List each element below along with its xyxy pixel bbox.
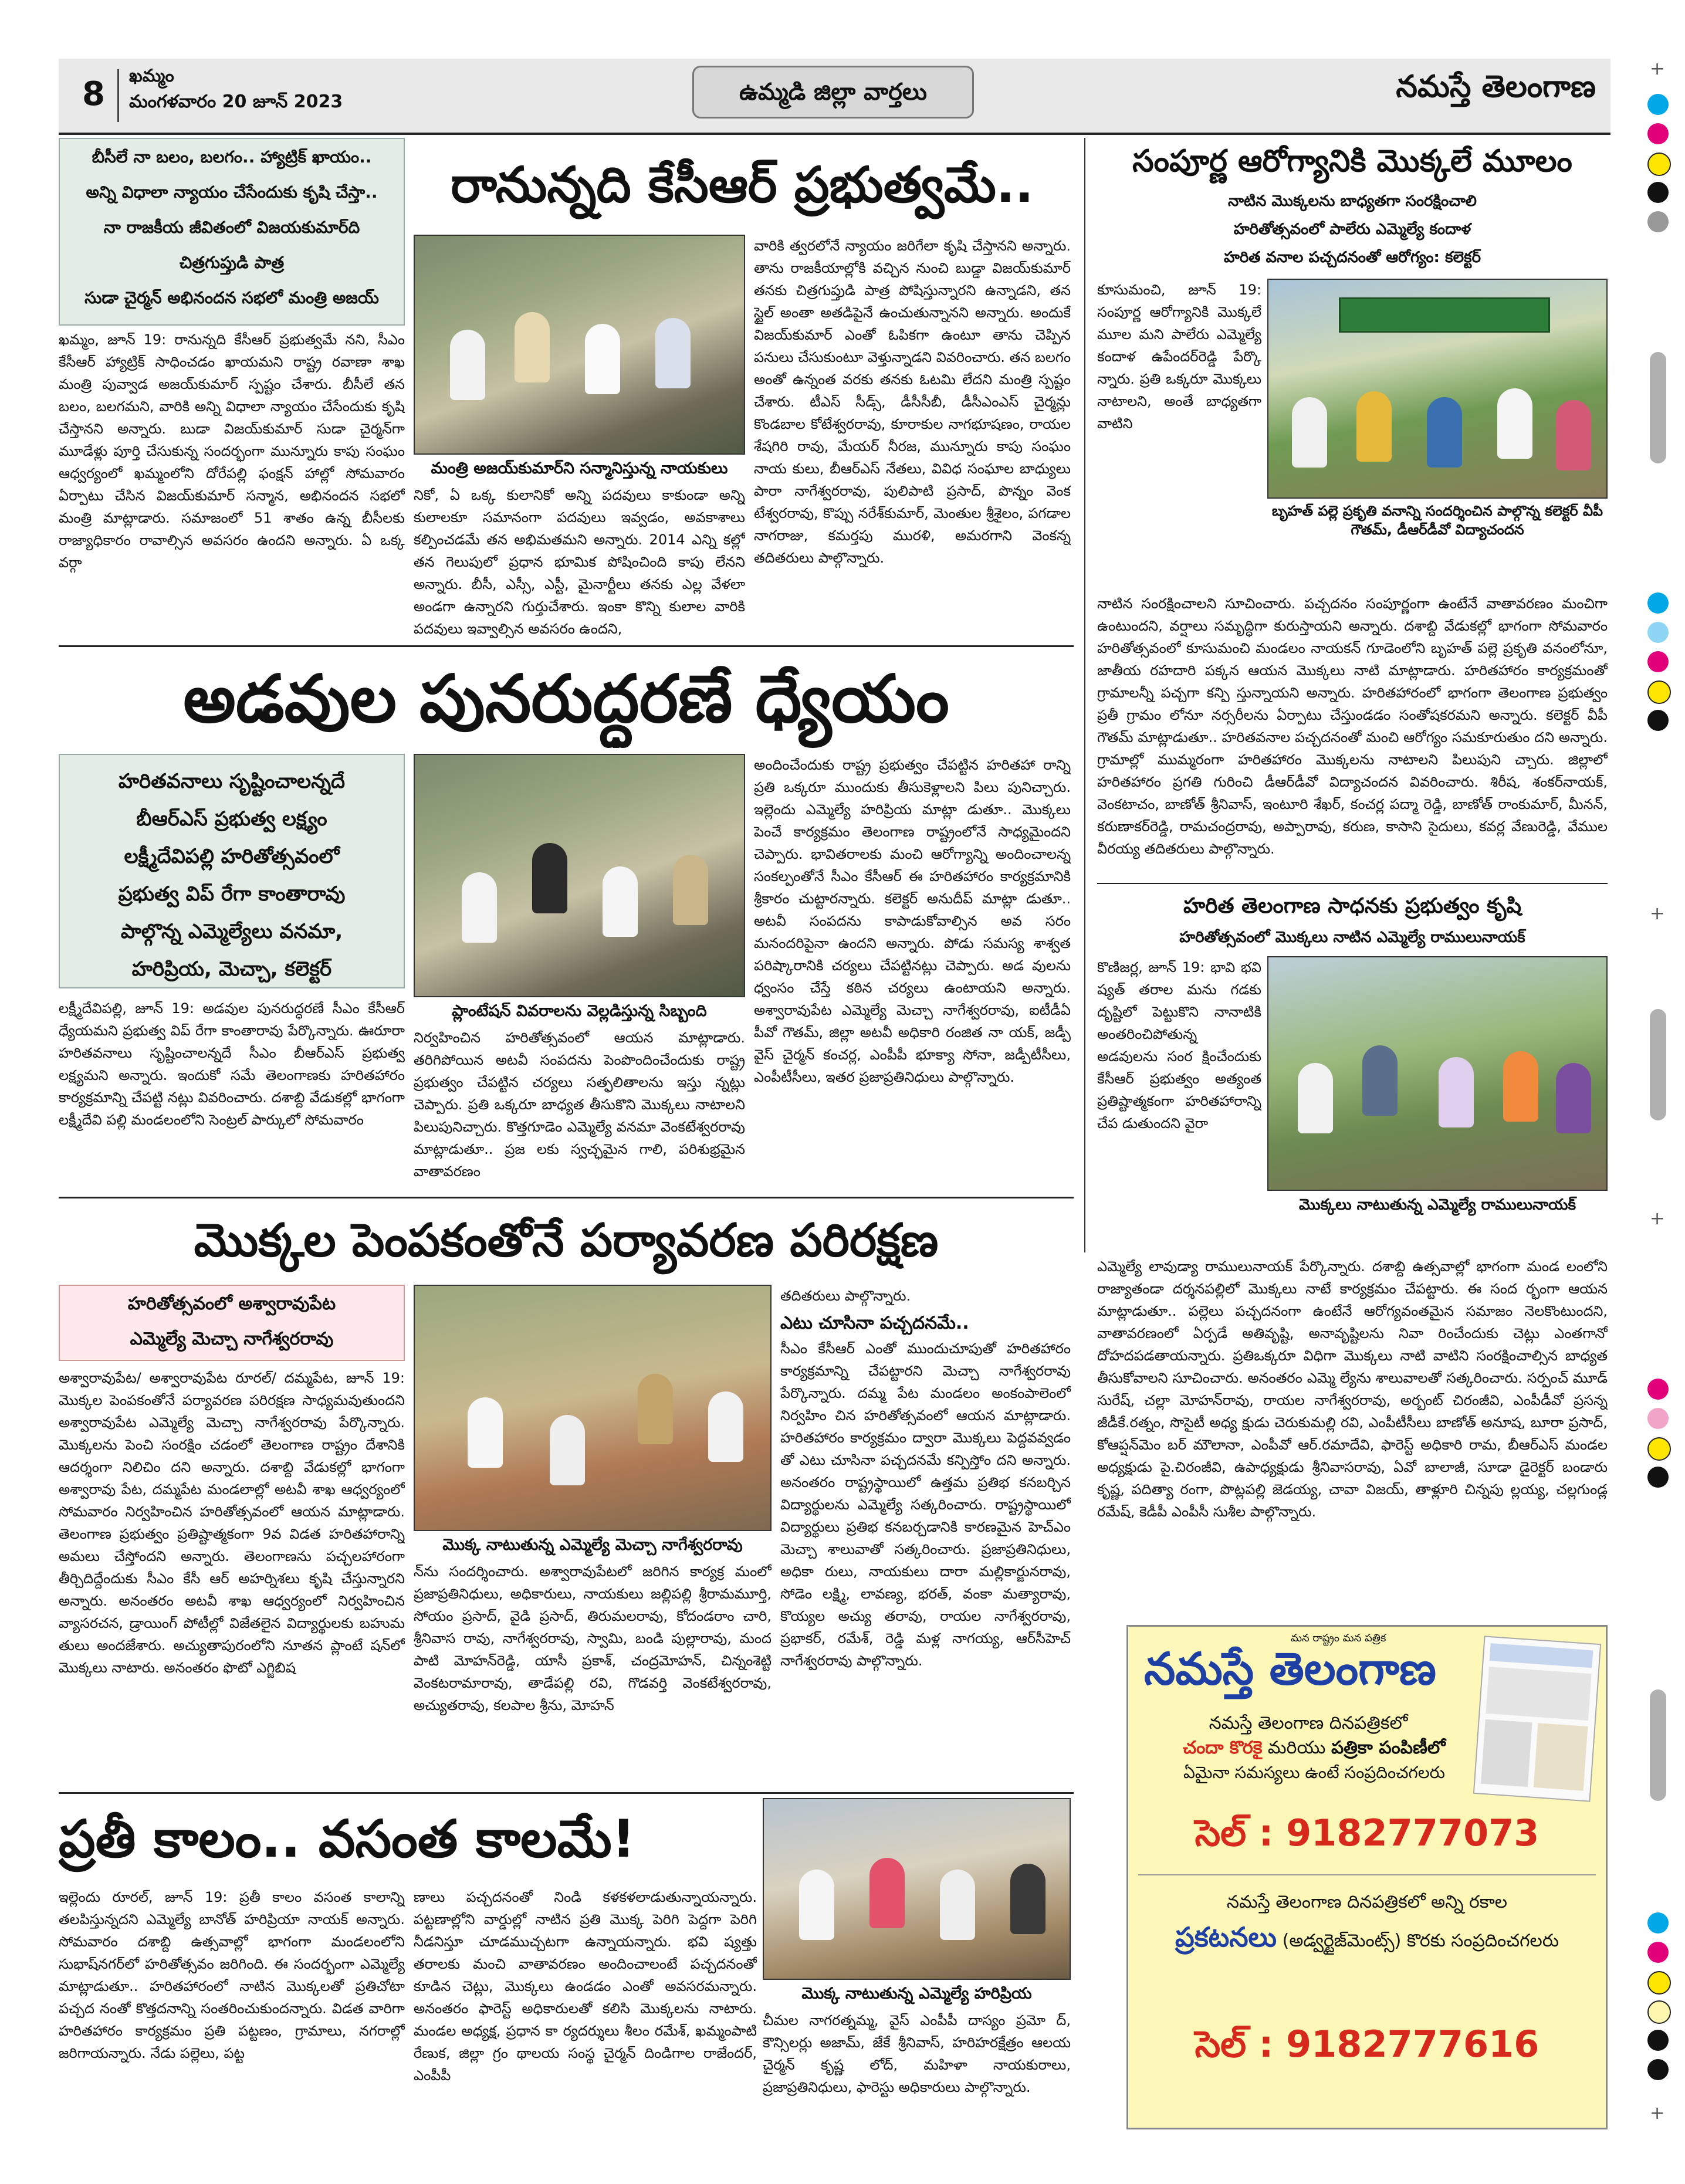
registration-mark: + [1650, 2103, 1665, 2124]
story1-deck-line: నా రాజకీయ జీవితంలో విజయకుమార్‌ది [103, 218, 360, 237]
column-separator [1084, 138, 1085, 1252]
story4-column-3: చీమల నాగరత్నమ్మ, వైస్ ఎంపీపీ దాస్యం ప్రమో ద్, కౌన్సిలర్లు అజామ్, జేకే శ్రీనివాస్, హరిహరక్షేత్రం ఆలయ చైర్మన్ కృష్ణ లోద్, మహిళా నాయకురాలు, ప్రజాప్రతినిధులు, ఫారెస్టు అధికారులు పాల్గొన్నారు. [763, 2012, 1071, 2095]
story4-photo-caption: మొక్క నాటుతున్న ఎమ్మెల్యే హరిప్రియ [801, 1985, 1032, 2003]
ad-line2-distribution: పత్రికా పంపిణీలో [1331, 1738, 1446, 1758]
ad-line5-contact: (అడ్వర్టైజ్‌మెంట్స్) కొరకు సంప్రదించగలరు [1282, 1931, 1559, 1951]
registration-dot-lightcyan [1647, 622, 1669, 643]
story6-photo [1267, 956, 1608, 1191]
registration-dot-grey [1647, 211, 1669, 232]
story-divider [59, 645, 1074, 647]
story3-column-3: తదితరులు పాల్గొన్నారు. [780, 1288, 911, 1304]
ad-line2 [1150, 1738, 1478, 1762]
story2-deck-line: హరితవనాలు సృష్టించాలన్నదే [118, 770, 346, 793]
story1-column-2: నికో, ఏ ఒక్క కులానికో అన్ని పదవులు కాకుండా అన్ని కులాలకూ సమానంగా పదవులు ఇవ్వడం, అవకాశాలు కల్పించడమే తన అభిమతమని అన్నారు. 2014 ఎన్ని కల్లో తన గెలుపులో ప్రధాన భూమిక పోషించింది కాపు లేనని అన్నారు. బీసీ, ఎస్సీ, ఎస్టీ, మైనార్టీలు తనకు ఎల్ల వేళలా అండగా ఉన్నారని గుర్తుచేశారు. ఇంకా కొన్ని కులాల వారికి పదవులు ఇవ్వాల్సిన అవసరం ఉందని, [414, 487, 745, 637]
story4-photo [763, 1798, 1071, 1980]
story2-deck-line: ప్రభుత్వ విప్ రేగా కాంతారావు [118, 882, 346, 906]
story1-deck-line: చిత్రగుప్తుడి పాత్ర [179, 253, 285, 272]
story3-photo [414, 1285, 772, 1531]
story3-column-1: అశ్వారావుపేట/ అశ్వారావుపేట రూరల్/ దమ్మపేట, జూన్ 19: మొక్కల పెంపకంతోనే పర్యావరణ పరిరక్షణ సాధ్యమవుతుందని అశ్వారావుపేట ఎమ్మెల్యే మెచ్చా నాగేశ్వరరావు పేర్కొన్నారు. మొక్కలను పెంచి సంరక్షిం చడంలో తెలంగాణ రాష్ట్రం దేశానికి ఆదర్శంగా నిలిచిం దని అన్నారు. దశాబ్ది వేడుకల్లో భాగంగా అశ్వారావు పేట, దమ్మపేట మండలాల్లో అటవీ శాఖ ఆధ్వర్యంలో సోమవారం నిర్వహించిన హరితోత్సవంలో ఆయన మాట్లాడారు. తెలంగాణ ప్రభుత్వం ప్రతిష్టాత్మకంగా 9వ విడత హరితహారాన్ని అమలు చేస్తోందని అన్నారు. తెలంగాణను పచ్చలహారంగా తీర్చిదిద్దేందుకు సీఎం కేసీ ఆర్ అహర్నిశలు కృషి చేస్తున్నారని అన్నారు. అనంతరం అటవీ శాఖ ఆధ్వర్యంలో నిర్వహించిన వ్యాసరచన, డ్రాయింగ్ పోటీల్లో విజేతలైన విద్యార్థులకు బహుమ తులు అందజేశారు. అచ్యుతాపురంలోని నూతన ప్లాంటే షన్‌లో మొక్కలు నాటారు. అనంతరం ఫొటో ఎగ్జిబిష [59, 1370, 405, 1676]
registration-dot-yellow [1647, 1437, 1671, 1461]
registration-dot-lightyellow [1647, 2000, 1671, 2024]
registration-mark: + [1650, 59, 1665, 79]
story3-column-3b: సీఎం కేసీఆర్ ఎంతో ముందుచూపుతో హరితహారం కార్యక్రమాన్ని చేపట్టారని మెచ్చా నాగేశ్వరరావు పేర్కొన్నారు. దమ్మ పేట మండలం అంకంపాలెంలో నిర్వహిం చిన హరితోత్సవంలో ఆయన మాట్లాడారు. హరితహారం కార్యక్రమం ద్వారా మొక్కలు పెద్దవవ్వడం తో ఎటు చూసినా పచ్చదనమే కన్పిస్తోం దని అన్నారు. అనంతరం రాష్ట్రస్థాయిలో ఉత్తమ ప్రతిభ కనబర్చిన విద్యార్థులను ఎమ్మెల్యే సత్కరించారు. రాష్ట్రస్థాయిలో విద్యార్థులు ప్రతిభ కనబర్చడానికి కారణమైన హెచ్‌ఎం మెచ్చా శాలువాతో సత్కరించారు. ప్రజాప్రతినిధులు, అధికా రులు, నాయకులు దారా మల్లికార్జునరావు, సోడెం లక్ష్మి, లావణ్య, భరత్, వంకా మత్యారావు, కొయ్యల అచ్యు తరావు, రాయల నాగేశ్వరరావు, ప్రభాకర్, రమేశ్, రెడ్డి మళ్ల నాగయ్య, ఆర్‌సీహెచ్ నాగేశ్వరరావు పాల్గొన్నారు. [780, 1340, 1071, 1669]
scroll-handle[interactable] [1650, 1009, 1666, 1120]
story5-column-narrow: కూసుమంచి, జూన్ 19: సంపూర్ణ ఆరోగ్యానికి మొక్కలే మూల మని పాలేరు ఎమ్మెల్యే కందాళ ఉపేందర్‌రెడ్డి పేర్కొ న్నారు. ప్రతి ఒక్కరూ మొక్కలు నాటాలని, అంతే బాధ్యతగా వాటిని [1097, 282, 1261, 432]
registration-dot-black [1647, 2059, 1669, 2080]
ad-brand: నమస్తే తెలంగాణ [1144, 1643, 1436, 1695]
registration-dot-cyan [1647, 1912, 1669, 1934]
page-number: 8 [82, 75, 105, 113]
story6-photo-caption: మొక్కలు నాటుతున్న ఎమ్మెల్యే రాములునాయక్ [1298, 1196, 1576, 1214]
ad-line2-subscription: చందా కొరకై [1183, 1738, 1263, 1758]
registration-dot-yellow [1647, 153, 1671, 176]
story2-deck-line: పాల్గొన్న ఎమ్మెల్యేలు వనమా, [120, 920, 343, 943]
story2-deck-line: బీఆర్‌ఎస్ ప్రభుత్వ లక్ష్యం [136, 807, 327, 831]
story4-column-2: ణాలు పచ్చదనంతో నిండి కళకళలాడుతున్నాయన్నారు. పట్టణాల్లోని వార్డుల్లో నాటిన ప్రతి మొక్క పెరిగి పెద్దగా పెరిగి నీడనిస్తూ చూడముచ్చటగా ఉన్నాయన్నారు. భవి ష్యత్తు తరాలకు మంచి వాతావరణం అందించాలంటే పచ్చదనంతో కూడిన చెట్లు, మొక్కలు ఉండడం ఎంతో అవసరమన్నారు. అనంతరం ఫారెస్ట్ అధికారులతో కలిసి మొక్కలను నాటారు. మండల అధ్యక్ష, ప్రధాన కా ర్యదర్శులు శీలం రమేశ్, ఖమ్మంపాటి రేణుక, జిల్లా గ్రం థాలయ సంస్థ చైర్మన్ దిండిగాల రాజేందర్, ఎంపీపీ [414, 1889, 757, 2084]
registration-dot-black [1647, 710, 1669, 731]
registration-dot-yellow [1647, 1971, 1671, 1995]
registration-dot-black [1647, 2030, 1669, 2051]
ad-phone-2[interactable]: సెల్ : 9182777616 [1195, 2023, 1539, 2066]
story2-column-2: నిర్వహించిన హరితోత్సవంలో ఆయన మాట్లాడారు. తరిగిపోయిన అటవీ సంపదను పెంపొందించేందుకు రాష్ట్ర ప్రభుత్వం చేపట్టిన చర్యలు సత్ఫలితాలను ఇస్తు న్నట్లు చెప్పారు. ప్రతి ఒక్కరూ బాధ్యత తీసుకొని మొక్కలు నాటాలని పిలుపునిచ్చారు. కొత్తగూడెం ఎమ్మెల్యే వనమా వెంకటేశ్వరరావు మాట్లాడుతూ.. ప్రజ లకు స్వచ్ఛమైన గాలి, పరిశుభ్రమైన వాతావరణం [414, 1030, 745, 1180]
story6-column-narrow: కొణిజర్ల, జూన్ 19: భావి భవి ష్యత్ తరాల మను గడకు దృష్టిలో పెట్టుకొని నానాటికి అంతరించిపోతున్న అడవులను సంర క్షించేందుకు కేసీఆర్ ప్రభుత్వం అత్యంత ప్రతిష్టాత్మకంగా హరితహారాన్ని చేప డుతుందని వైరా [1097, 959, 1261, 1132]
story-divider [59, 1792, 1074, 1794]
ad-line4: నమస్తే తెలంగాణ దినపత్రికలో అన్ని రకాల [1226, 1892, 1508, 1912]
story3-headline: మొక్కల పెంపకంతోనే పర్యావరణ పరిరక్షణ [194, 1214, 939, 1267]
ad-line1: నమస్తే తెలంగాణ దినపత్రికలో [1209, 1713, 1408, 1733]
ad-line3: ఏమైనా సమస్యలు ఉంటే సంప్రదించగలరు [1183, 1763, 1445, 1782]
registration-dot-magenta [1647, 1942, 1669, 1963]
registration-mark: + [1650, 903, 1665, 924]
story2-headline: అడవుల పునరుద్ధరణే ధ్యేయం [183, 661, 949, 737]
story5-deck-line: హరిత వనాల పచ్చదనంతో ఆరోగ్యం: కలెక్టర్ [1223, 249, 1481, 266]
registration-dot-yellow [1647, 680, 1671, 704]
story3-column-2: న్‌ను సందర్శించారు. అశ్వారావుపేటలో జరిగిన కార్యక్ర మంలో ప్రజాప్రతినిధులు, అధికారులు, నాయకులు జల్లిపల్లి శ్రీరామమూర్తి, సోయం ప్రసాద్, వైడి ప్రసాద్, తిరుమలరావు, కోదండరాం చారి, శ్రీనివాస రావు, నాగేశ్వరరావు, స్వామి, బండి పుల్లారావు, మంద పాటి మోహన్‌రెడ్డి, యాసీ ప్రకాశ్, చంద్రమోహన్, చిన్నంశెట్టి వెంకటరామారావు, తాడేపల్లి రవి, గొడవర్తి వెంకటేశ్వరరావు, అచ్యుతరావు, కలపాల శ్రీను, మోహన్ [414, 1563, 772, 1714]
story1-column-3: వారికి త్వరలోనే న్యాయం జరిగేలా కృషి చేస్తానని అన్నారు. తాను రాజకీయాల్లోకి వచ్చిన నుంచి బుడ్డా విజయ్‌కుమార్ తనకు చిత్రగుప్తుడి పాత్ర పోషిస్తున్నారని ఉన్నాడని, తన స్టైల్ అంతా అతడిపైనే ఉంచుతున్నానని అన్నారు. అందుకే విజయ్‌కుమార్ ఎంతో ఓపికగా ఉంటూ తాను చెప్పిన పనులు చేసుకుంటూ వెళ్తున్నాడని వివరించారు. తన బలగం అంతో ఉన్నంత వరకు తనకు ఓటమి లేదని మంత్రి స్పష్టం చేశారు. టీఎస్ సీడ్స్, డీసీసీబీ, డీసీఎంఎస్ చైర్మన్లు కొండబాల కోటేశ్వరరావు, కూరాకుల నాగభూషణం, రాయల శేషగిరి రావు, మేయర్ నీరజ, మున్నూరు కాపు సంఘం నాయ కులు, బీఆర్‌ఎస్ నేతలు, వివిధ సంఘాల బాధ్యులు పారా నాగేశ్వరరావు, పులిపాటి ప్రసాద్, పొన్నం వెంక టేశ్వరరావు, కొప్పు నరేశ్‌కుమార్, మెంతుల శ్రీశైలం, పగడాల నాగరాజు, కమర్తపు మురళి, అమరగాని వెంకన్న తదితరులు పాల్గొన్నారు. [754, 238, 1071, 566]
story6-headline: హరిత తెలంగాణ సాధనకు ప్రభుత్వం కృషి [1183, 894, 1522, 918]
registration-dot-magenta [1647, 123, 1669, 144]
story3-subhead: ఎటు చూసినా పచ్చదనమే.. [780, 1313, 969, 1333]
story5-deck-line: హరితోత్సవంలో పాలేరు ఎమ్మెల్యే కందాళ [1233, 221, 1471, 238]
registration-mark: + [1650, 1208, 1665, 1229]
masthead-divider [117, 69, 119, 122]
paper-name: నమస్తే తెలంగాణ [1396, 69, 1596, 104]
story4-column-1: ఇల్లెందు రూరల్, జూన్ 19: ప్రతీ కాలం వసంత కాలాన్ని తలపిస్తున్నదని ఎమ్మెల్యే బానోత్ హరిప్రియా నాయక్ అన్నారు. సోమవారం దశాబ్ది ఉత్సవాల్లో భాగంగా మండలంలోని సుభాష్‌నగర్‌లో హరితోత్సవం జరిగింది. ఈ సందర్భంగా ఎమ్మెల్యే మాట్లాడుతూ.. హరితహారంలో నాటిన మొక్కలతో ప్రతిచోటా పచ్చద నంతో కొత్తదనాన్ని సంతరించుకుందన్నారు. విడత వారిగా హరితహారం కార్యక్రమం ప్రతి పట్టణం, గ్రామాలు, నగరాల్లో జరిగాయన్నారు. నేడు పల్లెలు, పట్ట [59, 1889, 405, 2061]
scroll-handle[interactable] [1650, 352, 1666, 463]
ad-phone-1[interactable]: సెల్ : 9182777073 [1195, 1811, 1539, 1854]
story1-photo-caption: మంత్రి అజయ్‌కుమార్‌ని సన్మానిస్తున్న నాయకులు [431, 459, 728, 478]
story3-photo-caption: మొక్క నాటుతున్న ఎమ్మెల్యే మెచ్చా నాగేశ్వరరావు [442, 1536, 743, 1554]
story6-column-full: ఎమ్మెల్యే లావుడ్యా రాములునాయక్ పేర్కొన్నారు. దశాబ్ది ఉత్సవాల్లో భాగంగా మండ లంలోని రాజ్యాతండా దర్శనపల్లిలో మొక్కలు నాటే కార్యక్రమం చేపట్టారు. ఈ సంద ర్భంగా ఆయన మాట్లాడుతూ.. పల్లెలు పచ్చదనంగా ఉంటేనే ఆరోగ్యవంతమైన సమాజం నెలకొంటుందని, వాతావరణంలో ఏర్పడే అతివృష్టి, అనావృష్టిలను నివా రించేందుకు చెట్లు ఎంతగానో దోహదపడతాయన్నారు. ప్రతిఒక్కరూ విధిగా మొక్కలు నాటి వాటిని సంరక్షించాల్సిన బాధ్యత తీసుకోవాలని సూచించారు. అనంతరం ఎమ్మె ల్యేను శాలువాలతో సత్కరించారు. సర్పంచ్ మూడ్ సురేష్, చల్లా మోహన్‌రావు, రాయల నాగేశ్వరరావు, అర్బంట్ చిరంజీవి, ఎంపీడీవో ప్రసన్న జీడీకే.రత్నం, సొసైటీ అధ్య క్షుడు చెరుకుమల్లి రవి, ఎంపీటీసీలు బాణోత్ అనూష, బూరా ప్రసాద్, కోఆప్షన్‌మెం బర్ మౌలానా, ఎంపీవో ఆర్.రమాదేవి, ఫారెస్ట్ అధికారి రామ, బీఆర్‌ఎస్ మండల అధ్యక్షుడు పై.చిరంజీవి, ఉపాధ్యక్షుడు శ్రీనివాసరావు, ఏవో బాలాజీ, సూడా డైరెక్టర్ బండారు కృష్ణ, పదిత్యా రంగా, పొట్లపల్లి జెడయ్య, చావా విజయ్, తాళ్లూరి చిన్నపు ల్లయ్య, చల్లగుండ్ల రమేష్, కెడీపీ ఎంపీసీ సుశీల పాల్గొన్నారు. [1097, 1258, 1608, 1520]
story3-deck-line: ఎమ్మెల్యే మెచ్చా నాగేశ్వరరావు [130, 1329, 334, 1349]
story1-deck-line: సుడా చైర్మన్ అభినందన సభలో మంత్రి అజయ్ [84, 288, 379, 307]
ad-divider [1138, 1874, 1596, 1875]
edition-name: ఖమ్మం [129, 66, 174, 86]
story2-column-1: లక్ష్మీదేవిపల్లి, జూన్ 19: అడవుల పునరుద్ధరణే సీఎం కేసీఆర్ ధ్యేయమని ప్రభుత్వ విప్ రేగా కాంతారావు పేర్కొన్నారు. ఊరూరా హరితవనాలు సృష్టించాలన్నదే సీఎం బీఆర్‌ఎస్ ప్రభుత్వ లక్ష్యమని అన్నారు. ఇందుకో సమే తెలంగాణకు హరితహారం కార్యక్రమాన్ని చేపట్టి నట్లు వివరించారు. దశాబ్ది వేడుకల్లో భాగంగా లక్ష్మీదేవి పల్లి మండలంలోని సెంట్రల్ పార్కులో సోమవారం [59, 1000, 405, 1128]
story1-headline: రానున్నది కేసీఆర్ ప్రభుత్వమే.. [451, 156, 1034, 214]
story2-column-3: అందించేందుకు రాష్ట్ర ప్రభుత్వం చేపట్టిన హరితహా రాన్ని ప్రతి ఒక్కరూ ముందుకు తీసుకెళ్లాలని పిలు పునిచ్చారు. ఇల్లెందు ఎమ్మెల్యే హరిప్రియ మాట్లా డుతూ.. మొక్కలు పెంచే కార్యక్రమం తెలంగాణ రాష్ట్రంలోనే సాధ్యమైందని చెప్పారు. భావితరాలకు మంచి ఆరోగ్యాన్ని అందించాలన్న సంకల్పంతోనే సీఎం కేసీఆర్ ఈ హరితహారం కార్యక్రమానికి శ్రీకారం చుట్టారన్నారు. కలెక్టర్ అనుదీప్ మాట్లా డుతూ.. అటవీ సంపదను కాపాడుకోవాల్సిన అవ సరం మనందరిపైనా ఉందని అన్నారు. పోడు సమస్య శాశ్వత పరిష్కారానికి చర్యలు చేపట్టినట్లు చెప్పారు. అడ వులను ధ్వంసం చేస్తే కఠిన చర్యలు ఉంటాయని అన్నారు. అశ్వారావుపేట ఎమ్మెల్యే మెచ్చా నాగేశ్వరరావు, ఐటీడీఏ పీవో గౌతమ్, జిల్లా అటవీ అధికారి రంజిత నా యక్, జడ్పీ వైస్ చైర్మన్ కంచర్ల, ఎంపీపీ భూక్యా సోనా, జడ్పీటీసీలు, ఎంపీటీసీలు, ఇతర ప్రజాప్రతినిధులు పాల్గొన్నారు. [754, 757, 1071, 1085]
registration-dot-black [1647, 1467, 1669, 1488]
registration-dot-magenta [1647, 1379, 1669, 1400]
story-divider [59, 1197, 1074, 1198]
registration-dot-lightmagenta [1647, 1408, 1669, 1429]
story3-deck-line: హరితోత్సవంలో అశ్వారావుపేట [127, 1294, 336, 1314]
registration-dot-magenta [1647, 651, 1669, 672]
story6-deck: హరితోత్సవంలో మొక్కలు నాటిన ఎమ్మెల్యే రాములునాయక్ [1179, 929, 1525, 946]
registration-dot-cyan [1647, 592, 1669, 614]
story1-deck-line: బీసీలే నా బలం, బలగం.. హ్యాట్రిక్ ఖాయం.. [92, 147, 372, 167]
story4-headline: ప్రతీ కాలం.. వసంత కాలమే! [59, 1809, 635, 1869]
section-title: ఉమ్మడి జిల్లా వార్తలు [692, 66, 974, 118]
ad-line2-and: మరియు [1267, 1738, 1326, 1758]
ad-newspaper-image [1473, 1636, 1601, 1802]
story1-deck-line: అన్ని విధాలా న్యాయం చేసేందుకు కృషి చేస్తా.. [86, 182, 378, 202]
story2-photo-caption: ప్లాంటేషన్ వివరాలను వెల్లడిస్తున్న సిబ్బంది [452, 1002, 707, 1020]
story5-headline: సంపూర్ణ ఆరోగ్యానికి మొక్కలే మూలం [1132, 144, 1572, 179]
story1-photo [414, 235, 745, 455]
story-divider [1097, 883, 1608, 884]
story5-deck-line: నాటిన మొక్కలను బాధ్యతగా సంరక్షించాలి [1228, 192, 1477, 210]
registration-dot-cyan [1647, 94, 1669, 115]
ad-line5 [1138, 1921, 1596, 1960]
registration-dot-black [1647, 182, 1669, 203]
issue-date: మంగళవారం 20 జూన్ 2023 [129, 92, 343, 112]
story2-deck-line: హరిప్రియ, మెచ్చా, కలెక్టర్ [131, 957, 332, 981]
ad-line5-ads: ప్రకటనలు [1175, 1921, 1277, 1953]
story5-photo [1267, 279, 1608, 499]
story5-column-full: నాటిన సంరక్షించాలని సూచించారు. పచ్చదనం సంపూర్ణంగా ఉంటేనే వాతావరణం మంచిగా ఉంటుందని, వర్షాలు సమృద్ధిగా కురుస్తాయని అన్నారు. దశాబ్ది వేడుకల్లో భాగంగా సోమవారం హరితోత్సవంలో కూసుమంచి మండలం నాయకన్ గూడెంలోని బృహత్ పల్లె ప్రకృతి వనంలోనూ, జాతీయ రహదారి పక్కన ఆయన మొక్కలు నాటి మాట్లాడారు. హరితహారం కార్యక్రమంతో గ్రామాలన్నీ పచ్చగా కన్పి స్తున్నాయని అన్నారు. హరితహారంలో భాగంగా తెలంగాణ ప్రభుత్వం ప్రతీ గ్రామం లోనూ నర్సరీలను ఏర్పాటు చేస్తుండడం సంతోషకరమని అన్నారు. కలెక్టర్ వీపీ గౌతమ్ మాట్లాడుతూ.. హరితవనాల పచ్చదనంతో మంచి ఆరోగ్యం సమకూరుతుం దని అన్నారు. గ్రామాల్లో ముమ్మరంగా హరితహారం మొక్కలను నాటాలని పిలుపుని చ్చారు. జిల్లాలో హరితహారం ప్రగతి గురించి డీఆర్‌డీవో విద్యాచందన వివరించారు. శిరీష, శంకర్‌నాయక్, వెంకటాచం, బాణోత్ శ్రీనివాస్, ఇంటూరి శేఖర్, కంచర్ల పద్మా రెడ్డి, బాణోత్ రాంకుమార్, మీనన్, కరుణాకర్‌రెడ్డి, రామచంద్రరావు, అప్పారావు, కరుణ, కాసాని సైదులు, కవర్ల వేణురెడ్డి, వేముల వీరయ్య తదితరులు పాల్గొన్నారు. [1097, 595, 1608, 857]
ad-tagline: మన రాష్ట్రం మన పత్రిక [1291, 1632, 1386, 1644]
scroll-handle[interactable] [1650, 1689, 1666, 1801]
story2-deck-line: లక్ష్మీదేవిపల్లి హరితోత్సవంలో [124, 845, 340, 868]
story1-column-1: ఖమ్మం, జూన్ 19: రానున్నది కేసీఆర్ ప్రభుత్వమే నని, సీఎం కేసీఆర్ హ్యాట్రిక్ సాధించడం ఖాయమని రాష్ట్ర రవాణా శాఖ మంత్రి పువ్వాడ అజయ్‌కుమార్ స్పష్టం చేశారు. బీసీలే తన బలం, బలగమని, వారికి అన్ని విధాలా న్యాయం చేసేందుకు కృషి చేస్తానని అన్నారు. బుడా విజయ్‌కుమార్ సుడా చైర్మన్‌గా మూడేళ్లు పూర్తి చేసుకున్న సందర్భంగా మున్నూరు కాపు సంఘం ఆధ్వర్యంలో ఖమ్మంలోని దోరేపల్లి ఫంక్షన్ హాల్లో సోమవారం ఏర్పాటు చేసిన విజయ్‌కుమార్ సన్మాన, అభినందన సభలో మంత్రి మాట్లాడారు. సమాజంలో 51 శాతం ఉన్న బీసీలకు రాజ్యాధికారం రావాల్సిన అవసరం ఉందని అన్నారు. ఏ ఒక్క వర్గా [59, 331, 405, 571]
story2-photo [414, 754, 745, 997]
story5-photo-caption: బృహత్ పల్లె ప్రకృతి వనాన్ని సందర్శించిన పాల్గొన్న కలెక్టర్ వీపీ గౌతమ్, డీఆర్‌డీవో విద్యాచందన [1271, 503, 1603, 538]
